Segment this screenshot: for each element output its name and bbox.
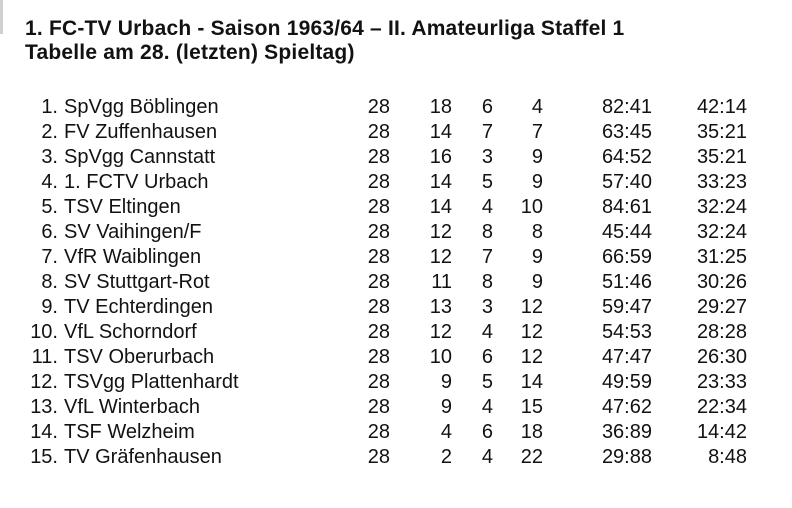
losses-cell: 10	[520, 196, 543, 218]
goal-diff-cell: 49:59	[601, 371, 652, 393]
goal-diff-cell: 57:40	[601, 171, 652, 193]
page-title: 1. FC-TV Urbach - Saison 1963/64 – II. Amateurliga Staffel 1	[25, 17, 625, 40]
table-row	[0, 445, 747, 470]
wins-cell: 12	[429, 246, 452, 268]
team-name: VfL Schorndorf	[64, 321, 197, 343]
team-name: VfR Waiblingen	[64, 246, 202, 268]
wins-cell: 18	[429, 96, 452, 118]
wins-cell: 2	[440, 446, 452, 468]
games-cell: 28	[367, 121, 390, 143]
rank-cell: 4.	[41, 171, 58, 193]
rank-cell: 5.	[41, 196, 58, 218]
wins-cell: 10	[429, 346, 452, 368]
goal-diff-cell: 51:46	[601, 271, 652, 293]
points-cell: 22:34	[696, 396, 747, 418]
points-cell: 30:26	[696, 271, 747, 293]
team-name: SpVgg Böblingen	[64, 96, 219, 118]
team-name: TSV Eltingen	[64, 196, 181, 218]
games-cell: 28	[367, 396, 390, 418]
rank-cell: 1.	[41, 96, 58, 118]
goal-diff-cell: 47:47	[601, 346, 652, 368]
rank-cell: 2.	[41, 121, 58, 143]
draws-cell: 4	[481, 196, 493, 218]
rank-cell: 3.	[41, 146, 58, 168]
rank-cell: 10.	[30, 321, 58, 343]
losses-cell: 9	[531, 146, 543, 168]
losses-cell: 18	[520, 421, 543, 443]
team-name: SpVgg Cannstatt	[64, 146, 216, 168]
scan-edge-artifact	[0, 0, 3, 34]
goal-diff-cell: 36:89	[601, 421, 652, 443]
team-name: TV Echterdingen	[64, 296, 213, 318]
games-cell: 28	[367, 146, 390, 168]
points-cell: 32:24	[696, 196, 747, 218]
table-row	[0, 220, 747, 245]
goal-diff-cell: 82:41	[601, 96, 652, 118]
points-cell: 32:24	[696, 221, 747, 243]
points-cell: 35:21	[696, 121, 747, 143]
games-cell: 28	[367, 296, 390, 318]
rank-cell: 14.	[30, 421, 58, 443]
goal-diff-cell: 66:59	[601, 246, 652, 268]
wins-cell: 14	[429, 196, 452, 218]
table-row	[0, 170, 747, 195]
losses-cell: 7	[531, 121, 543, 143]
points-cell: 29:27	[696, 296, 747, 318]
rank-cell: 9.	[41, 296, 58, 318]
losses-cell: 9	[531, 171, 543, 193]
points-cell: 23:33	[696, 371, 747, 393]
table-row	[0, 420, 747, 445]
goal-diff-cell: 84:61	[601, 196, 652, 218]
draws-cell: 5	[481, 371, 493, 393]
league-table	[0, 95, 747, 470]
games-cell: 28	[367, 271, 390, 293]
rank-cell: 6.	[41, 221, 58, 243]
table-row	[0, 395, 747, 420]
wins-cell: 12	[429, 321, 452, 343]
table-row	[0, 145, 747, 170]
team-name: SV Vaihingen/F	[64, 221, 202, 243]
rank-cell: 11.	[31, 346, 58, 368]
wins-cell: 9	[440, 396, 452, 418]
rank-cell: 12.	[30, 371, 58, 393]
goal-diff-cell: 54:53	[601, 321, 652, 343]
games-cell: 28	[367, 221, 390, 243]
draws-cell: 5	[481, 171, 493, 193]
draws-cell: 8	[481, 221, 493, 243]
wins-cell: 11	[431, 271, 452, 293]
wins-cell: 4	[440, 421, 452, 443]
goal-diff-cell: 59:47	[601, 296, 652, 318]
rank-cell: 8.	[41, 271, 58, 293]
wins-cell: 13	[429, 296, 452, 318]
wins-cell: 9	[440, 371, 452, 393]
losses-cell: 9	[531, 271, 543, 293]
wins-cell: 16	[429, 146, 452, 168]
points-cell: 42:14	[696, 96, 747, 118]
games-cell: 28	[367, 171, 390, 193]
losses-cell: 4	[531, 96, 543, 118]
games-cell: 28	[367, 446, 390, 468]
points-cell: 35:21	[696, 146, 747, 168]
rank-cell: 7.	[41, 246, 58, 268]
table-row	[0, 370, 747, 395]
points-cell: 28:28	[696, 321, 747, 343]
table-row	[0, 270, 747, 295]
wins-cell: 12	[429, 221, 452, 243]
goal-diff-cell: 64:52	[601, 146, 652, 168]
table-row	[0, 345, 747, 370]
team-name: 1. FCTV Urbach	[64, 171, 209, 193]
team-name: TV Gräfenhausen	[64, 446, 222, 468]
goal-diff-cell: 29:88	[601, 446, 652, 468]
table-row	[0, 295, 747, 320]
team-name: VfL Winterbach	[64, 396, 200, 418]
points-cell: 26:30	[696, 346, 747, 368]
team-name: TSV Oberurbach	[64, 346, 215, 368]
losses-cell: 15	[520, 396, 543, 418]
draws-cell: 3	[481, 146, 493, 168]
losses-cell: 9	[531, 246, 543, 268]
team-name: FV Zuffenhausen	[64, 121, 218, 143]
rank-cell: 13.	[30, 396, 58, 418]
table-row	[0, 195, 747, 220]
points-cell: 14:42	[696, 421, 747, 443]
points-cell: 8:48	[708, 446, 747, 468]
games-cell: 28	[367, 371, 390, 393]
team-name: TSF Welzheim	[64, 421, 195, 443]
team-name: TSVgg Plattenhardt	[64, 371, 239, 393]
losses-cell: 12	[520, 346, 543, 368]
losses-cell: 12	[520, 321, 543, 343]
rank-cell: 15.	[30, 446, 58, 468]
draws-cell: 4	[481, 321, 493, 343]
goal-diff-cell: 63:45	[601, 121, 652, 143]
draws-cell: 3	[481, 296, 493, 318]
page-header	[25, 17, 624, 65]
losses-cell: 12	[520, 296, 543, 318]
games-cell: 28	[367, 196, 390, 218]
table-row	[0, 245, 747, 270]
draws-cell: 8	[481, 271, 493, 293]
games-cell: 28	[367, 321, 390, 343]
page-subtitle: Tabelle am 28. (letzten) Spieltag)	[25, 41, 355, 64]
games-cell: 28	[367, 346, 390, 368]
wins-cell: 14	[429, 171, 452, 193]
games-cell: 28	[367, 96, 390, 118]
table-row	[0, 95, 747, 120]
wins-cell: 14	[429, 121, 452, 143]
games-cell: 28	[367, 246, 390, 268]
games-cell: 28	[367, 421, 390, 443]
losses-cell: 14	[520, 371, 543, 393]
draws-cell: 7	[481, 121, 493, 143]
team-name: SV Stuttgart-Rot	[64, 271, 210, 293]
points-cell: 33:23	[696, 171, 747, 193]
draws-cell: 4	[481, 396, 493, 418]
draws-cell: 7	[481, 246, 493, 268]
goal-diff-cell: 47:62	[601, 396, 652, 418]
draws-cell: 6	[481, 346, 493, 368]
points-cell: 31:25	[696, 246, 747, 268]
draws-cell: 6	[481, 421, 493, 443]
draws-cell: 4	[481, 446, 493, 468]
goal-diff-cell: 45:44	[601, 221, 652, 243]
table-row	[0, 120, 747, 145]
losses-cell: 22	[520, 446, 543, 468]
draws-cell: 6	[481, 96, 493, 118]
table-row	[0, 320, 747, 345]
losses-cell: 8	[531, 221, 543, 243]
